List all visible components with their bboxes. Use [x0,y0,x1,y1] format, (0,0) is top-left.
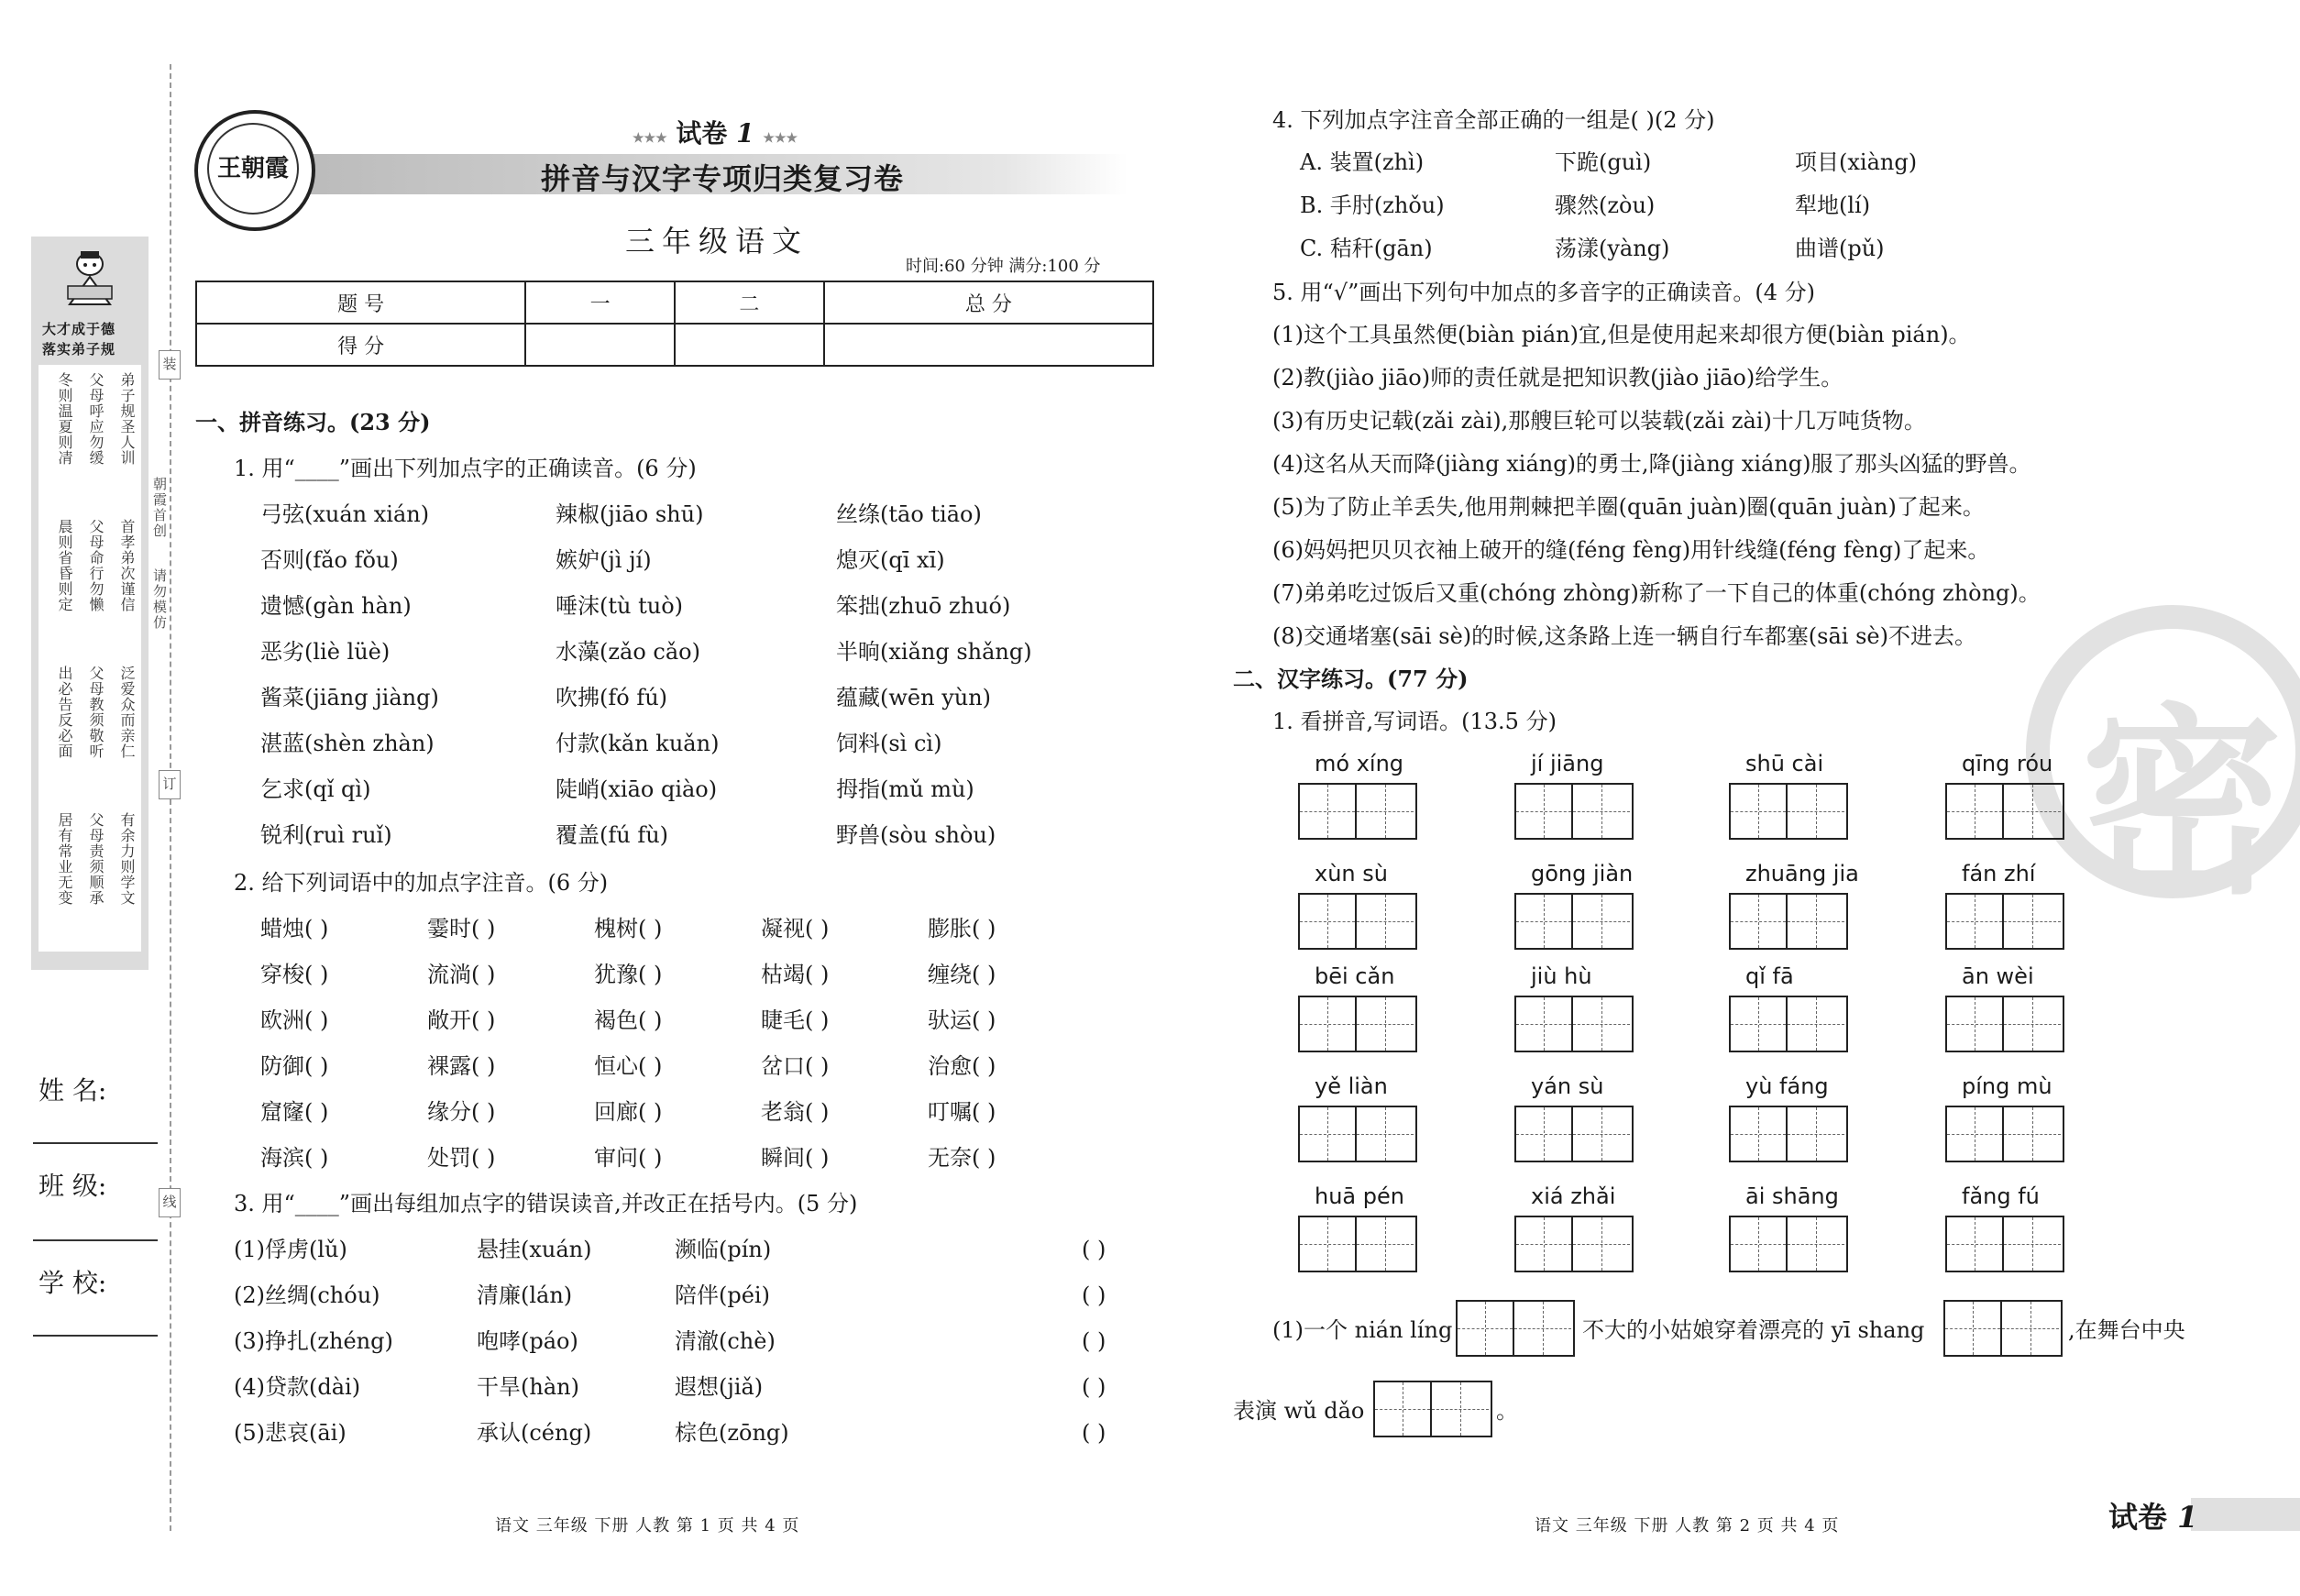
q2-item[interactable]: 褐色( ) [594,1007,663,1033]
mascot-icon [64,249,116,310]
score-table-row [196,281,1153,324]
writing-cell[interactable] [1731,1107,1788,1161]
q3-item[interactable]: 清澈(chè) [675,1328,776,1354]
writing-box[interactable] [1729,1106,1848,1162]
section-2-title: 二、汉字练习。(77 分) [1233,666,1469,692]
star-icon: ★★★ [763,131,798,146]
score-header-cell: 一 [525,281,675,324]
writing-box[interactable] [1298,893,1417,950]
score-table-row [196,324,1153,366]
pinyin-label: yù fáng [1745,1073,1829,1099]
q1-item[interactable]: 拇指(mǔ mù) [836,776,974,802]
q1-item[interactable]: 蕴藏(wēn yùn) [836,685,992,710]
rules-column: 冬则温夏则凊 [56,372,73,466]
q1-item[interactable]: 酱菜(jiāng jiàng) [260,685,439,710]
rules-column: 泛爱众而亲仁 [118,666,136,759]
writing-cell[interactable] [1357,1107,1414,1161]
rules-column: 出必告反必面 [56,666,73,759]
cut-tag-2: 订 [159,770,181,799]
q5-item[interactable]: (3)有历史记载(zǎi zài),那艘巨轮可以装载(zǎi zài)十几万吨货物。 [1272,408,1926,434]
q3-answer-blank[interactable]: ( ) [1082,1237,1106,1262]
writing-cell[interactable] [1731,1217,1788,1271]
q5-item[interactable]: (7)弟弟吃过饭后又重(chóng zhòng)新称了一下自己的体重(chóng zhòng)。 [1272,580,2041,606]
q2-title: 2. 给下列词语中的加点字注音。(6 分) [234,870,609,896]
q2-item[interactable]: 缠绕( ) [928,962,996,987]
writing-box[interactable] [1729,783,1848,840]
writing-cell[interactable] [2004,1107,2061,1161]
pinyin-label: āi shāng [1745,1183,1839,1209]
sentence-part-3: ,在舞台中央 [2068,1317,2185,1343]
writing-cell[interactable] [1731,895,1788,948]
q3-item[interactable]: 干旱(hàn) [477,1374,579,1400]
q2-item[interactable]: 流淌( ) [427,962,496,987]
q1-item[interactable]: 否则(fǎo fǒu) [260,547,399,573]
pinyin-label: qīng róu [1962,751,2053,776]
q2-item[interactable]: 窟窿( ) [260,1099,329,1125]
writing-cell[interactable] [1573,1107,1630,1161]
q1-item[interactable]: 遗憾(gàn hàn) [260,593,412,619]
q1-item[interactable]: 乞求(qǐ qì) [260,776,371,802]
q1-item[interactable]: 辣椒(jiāo shū) [556,501,704,527]
q2-item[interactable]: 凝视( ) [761,916,830,941]
q2-item[interactable]: 缘分( ) [427,1099,496,1125]
score-input-cell[interactable] [675,324,824,366]
rules-column: 父母教须敬听 [87,666,105,759]
q3-title: 3. 用“____”画出每组加点字的错误读音,并改正在括号内。(5 分) [234,1191,858,1216]
watermark-seal-glyph: 密 [2081,684,2283,921]
writing-cell[interactable] [1357,895,1414,948]
q3-item[interactable]: (5)悲哀(āi) [234,1420,347,1446]
section-1-title: 一、拼音练习。(23 分) [195,409,431,435]
rules-column: 父母呼应勿缓 [87,372,105,466]
q2-item[interactable]: 岔口( ) [761,1053,830,1079]
corner-paper-number: 1 [2177,1500,2198,1535]
writing-cell[interactable] [2004,997,2061,1051]
paper-tag-number: 1 [736,118,754,149]
rules-column: 有余力则学文 [118,812,136,906]
q2-item[interactable]: 无奈( ) [928,1145,996,1171]
score-header-cell: 二 [675,281,824,324]
writing-cell[interactable] [1788,785,1844,838]
score-table [195,281,1154,367]
q2-item[interactable]: 裸露( ) [427,1053,496,1079]
writing-box[interactable] [1298,1216,1417,1272]
q3-item[interactable]: 清廉(lán) [477,1282,573,1308]
q4-option[interactable]: A. 装置(zhì) [1300,149,1425,175]
q4-option[interactable]: B. 手肘(zhǒu) [1300,193,1445,218]
q5-item[interactable]: (8)交通堵塞(sāi sè)的时候,这条路上连一辆自行车都塞(sāi sè)不进去。 [1272,623,1976,649]
score-header-cell: 题 号 [196,281,525,324]
class-field[interactable] [33,1239,158,1241]
q4-option[interactable]: 项目(xiàng) [1795,149,1918,175]
writing-box[interactable] [1298,1106,1417,1162]
q1-item[interactable]: 覆盖(fú fù) [556,822,669,848]
q1-item[interactable]: 熄灭(qī xī) [836,547,945,573]
writing-cell[interactable] [2004,785,2061,838]
sentence-text: (1)一个 nián líng [1272,1317,1453,1343]
pinyin-label: xùn sù [1315,861,1388,886]
q1-item[interactable]: 付款(kǎn kuǎn) [556,731,720,756]
class-label: 班 级: [39,1171,107,1201]
pinyin-label: zhuāng jia [1745,861,1859,886]
q1-item[interactable]: 丝绦(tāo tiāo) [836,501,982,527]
writing-box[interactable] [1945,783,2064,840]
rules-column: 首孝弟次谨信 [118,519,136,612]
writing-box[interactable] [1945,996,2064,1052]
q2-item[interactable]: 老翁( ) [761,1099,830,1125]
binding-strip [0,0,183,1596]
writing-cell[interactable] [1300,895,1357,948]
writing-cell[interactable] [1947,1217,2004,1271]
writing-box[interactable] [1514,1106,1634,1162]
writing-cell[interactable] [1300,785,1357,838]
q2-item[interactable]: 恒心( ) [594,1053,663,1079]
sentence-part-5: 。 [1496,1398,1518,1424]
star-icon: ★★★ [633,131,667,146]
q2-item[interactable]: 犹豫( ) [594,962,663,987]
sentence-part-4: 表演 wǔ dǎo [1233,1398,1365,1424]
q1-item[interactable]: 锐利(ruì ruǐ) [260,822,392,848]
writing-box[interactable] [1514,996,1634,1052]
writing-cell[interactable] [1788,1107,1844,1161]
paper-tag [633,114,798,150]
q3-item[interactable]: (1)俘虏(lǔ) [234,1237,347,1262]
writing-box[interactable] [1514,1216,1634,1272]
q4-option[interactable]: 下跪(guì) [1555,149,1652,175]
writing-cell[interactable] [1573,1217,1630,1271]
corner-paper-label: 试卷 [2108,1500,2168,1535]
writing-box[interactable] [1945,1216,2064,1272]
writing-box[interactable] [1298,996,1417,1052]
q1-item[interactable]: 陡峭(xiāo qiào) [556,776,718,802]
sentence-part-2: 不大的小姑娘穿着漂亮的 yī shang [1582,1317,1925,1343]
writing-cell[interactable] [1731,997,1788,1051]
writing-box[interactable] [1729,996,1848,1052]
writing-cell[interactable] [1947,895,2004,948]
pinyin-label: qǐ fā [1745,963,1794,989]
writing-box[interactable] [1945,893,2064,950]
pinyin-label: yán sù [1531,1073,1604,1099]
time-info: 时间:60 分钟 满分:100 分 [906,257,1101,276]
score-header-cell: 总 分 [824,281,1153,324]
writing-cell[interactable] [1573,895,1630,948]
rules-column: 居有常业无变 [56,812,73,906]
q1-item[interactable]: 半晌(xiǎng shǎng) [836,639,1032,665]
writing-cell[interactable] [1788,1217,1844,1271]
q5-item[interactable]: (2)教(jiào jiāo)师的责任就是把知识教(jiào jiāo)给学生。 [1272,365,1843,391]
writing-cell[interactable] [1947,1107,2004,1161]
q3-answer-blank[interactable]: ( ) [1082,1328,1106,1354]
writing-cell[interactable] [1573,785,1630,838]
q3-item[interactable]: 遐想(jiǎ) [675,1374,764,1400]
writing-box[interactable] [1729,893,1848,950]
motto-line-2: 落实弟子规 [42,341,116,358]
pinyin-label: jiù hù [1531,963,1592,989]
writing-box[interactable] [1456,1300,1575,1357]
rules-panel [31,237,149,970]
q1-item[interactable]: 嫉妒(jì jí) [556,547,652,573]
writing-cell[interactable] [1731,785,1788,838]
q3-item[interactable]: (2)丝绸(chóu) [234,1282,380,1308]
pinyin-label: shū cài [1745,751,1824,776]
school-field[interactable] [33,1335,158,1337]
score-input-cell[interactable] [525,324,675,366]
rules-column: 弟子规圣人训 [118,372,136,466]
q1-item[interactable]: 唾沫(tù tuò) [556,593,684,619]
pinyin-label: xiá zhǎi [1531,1183,1616,1209]
page-title: 拼音与汉字专项归类复习卷 [541,161,905,196]
cut-tag-1: 装 [159,350,181,380]
score-label-cell: 得 分 [196,324,525,366]
writing-cell[interactable] [1357,997,1414,1051]
pinyin-label: mó xíng [1315,751,1404,776]
q2-item[interactable]: 睫毛( ) [761,1007,830,1033]
q2-item[interactable]: 治愈( ) [928,1053,996,1079]
writing-cell[interactable] [2004,895,2061,948]
q3-item[interactable]: (3)挣扎(zhéng) [234,1328,393,1354]
q4-option[interactable]: 荡漾(yàng) [1555,236,1670,261]
q3-item[interactable]: 承认(céng) [477,1420,592,1446]
corner-paper-tag [2108,1494,2197,1536]
q1-title: 1. 用“____”画出下列加点字的正确读音。(6 分) [234,456,697,481]
q1-item[interactable]: 饲料(sì cì) [836,731,942,756]
writing-cell[interactable] [2004,1217,2061,1271]
q2-item[interactable]: 防御( ) [260,1053,329,1079]
corner-bar [2191,1498,2300,1531]
pinyin-label: bēi cǎn [1315,963,1395,989]
pinyin-label: yě liàn [1315,1073,1388,1099]
name-field[interactable] [33,1142,158,1144]
writing-cell[interactable] [1300,997,1357,1051]
q5-item[interactable]: (1)这个工具虽然便(biàn pián)宜,但是使用起来却很方便(biàn pián)。 [1272,322,1971,347]
q2-item[interactable]: 槐树( ) [594,916,663,941]
writing-cell[interactable] [1300,1217,1357,1271]
q3-item[interactable]: 濒临(pín) [675,1237,772,1262]
rules-column: 父母责须顺承 [87,812,105,906]
score-input-cell[interactable] [824,324,1153,366]
writing-box[interactable] [1298,783,1417,840]
q3-item[interactable]: 陪伴(péi) [675,1282,770,1308]
brand-logo [194,110,315,231]
brand-logo-text: 王朝霞 [207,123,299,215]
q5-item[interactable]: (6)妈妈把贝贝衣袖上破开的缝(féng fèng)用针线缝(féng fèng)了起来。 [1272,537,1990,563]
writing-box[interactable] [1373,1381,1492,1437]
q2-item[interactable]: 瞬间( ) [761,1145,830,1171]
grade-subject: 三年级语文 [625,224,809,259]
writing-cell[interactable] [1516,1107,1573,1161]
writing-cell[interactable] [1788,997,1844,1051]
q3-answer-blank[interactable]: ( ) [1082,1374,1106,1400]
writing-cell[interactable] [1947,997,2004,1051]
right-footer: 语文 三年级 下册 人教 第 2 页 共 4 页 [1535,1516,1840,1535]
writing-cell[interactable] [1300,1107,1357,1161]
q3-answer-blank[interactable]: ( ) [1082,1420,1106,1446]
q2-item[interactable]: 回廊( ) [594,1099,663,1125]
rules-text-area [39,365,141,952]
writing-cell[interactable] [1947,785,2004,838]
vertical-note-2: 请勿模仿 [151,568,168,631]
q2-item[interactable]: 敞开( ) [427,1007,496,1033]
pinyin-label: fán zhí [1962,861,2036,886]
q2-item[interactable]: 霎时( ) [427,916,496,941]
q2-item[interactable]: 审问( ) [594,1145,663,1171]
q2-item[interactable]: 穿梭( ) [260,962,329,987]
q5-item[interactable]: (5)为了防止羊丢失,他用荆棘把羊圈(quān juàn)圈(quān juàn)了起来。 [1272,494,1985,520]
q2-item[interactable]: 处罚( ) [427,1145,496,1171]
q4-option[interactable]: 骤然(zòu) [1555,193,1656,218]
cut-tag-3: 线 [159,1188,181,1217]
q1-item[interactable]: 水藻(zǎo cǎo) [556,639,700,665]
q3-answer-blank[interactable]: ( ) [1082,1282,1106,1308]
q3-item[interactable]: 棕色(zōng) [675,1420,789,1446]
pinyin-label: gōng jiàn [1531,861,1634,886]
q4-option[interactable]: 曲谱(pǔ) [1795,236,1885,261]
writing-cell[interactable] [1516,997,1573,1051]
q4-option[interactable]: 犁地(lí) [1795,193,1871,218]
q1-item[interactable]: 野兽(sòu shòu) [836,822,996,848]
writing-cell[interactable] [1573,997,1630,1051]
writing-cell[interactable] [1516,1217,1573,1271]
q5-item[interactable]: (4)这名从天而降(jiàng xiáng)的勇士,降(jiàng xiáng)服了那头凶猛的野兽。 [1272,451,2031,477]
writing-cell[interactable] [1357,1217,1414,1271]
q2-item[interactable]: 驮运( ) [928,1007,996,1033]
motto-line-1: 大才成于德 [42,321,116,337]
writing-box[interactable] [1943,1300,2063,1357]
q2-item[interactable]: 海滨( ) [260,1145,329,1171]
vertical-note-1: 朝霞首创 [151,477,168,539]
q2-item[interactable]: 蜡烛( ) [260,916,329,941]
q1-item[interactable]: 吹拂(fó fú) [556,685,668,710]
name-label: 姓 名: [39,1075,107,1106]
writing-cell[interactable] [1788,895,1844,948]
q1-item[interactable]: 弓弦(xuán xián) [260,501,430,527]
q3-item[interactable]: 悬挂(xuán) [477,1237,592,1262]
writing-cell[interactable] [1516,785,1573,838]
writing-box[interactable] [1514,783,1634,840]
pinyin-label: píng mù [1962,1073,2052,1099]
writing-box[interactable] [1729,1216,1848,1272]
pinyin-label: ān wèi [1962,963,2034,989]
pinyin-label: fǎng fú [1962,1183,2040,1209]
q1-item[interactable]: 笨拙(zhuō zhuó) [836,593,1011,619]
pinyin-label: huā pén [1315,1183,1404,1209]
writing-cell[interactable] [1516,895,1573,948]
left-footer: 语文 三年级 下册 人教 第 1 页 共 4 页 [495,1516,800,1535]
sentence-part-1 [1272,1316,1452,1344]
rules-column: 晨则省昏则定 [56,519,73,612]
writing-box[interactable] [1945,1106,2064,1162]
q1-item[interactable]: 湛蓝(shèn zhàn) [260,731,435,756]
q5-title: 5. 用“√”画出下列句中加点的多音字的正确读音。(4 分) [1272,280,1815,305]
paper-tag-label: 试卷 [676,118,728,149]
q2-item[interactable]: 枯竭( ) [761,962,830,987]
q3-item[interactable]: 咆哮(páo) [477,1328,578,1354]
q1-item[interactable]: 恶劣(liè lüè) [260,639,391,665]
school-label: 学 校: [39,1268,107,1298]
q4-option[interactable]: C. 秸秆(gān) [1300,236,1433,261]
q2-item[interactable]: 叮嘱( ) [928,1099,996,1125]
q4-title: 4. 下列加点字注音全部正确的一组是( )(2 分) [1272,107,1715,133]
q6-title: 1. 看拼音,写词语。(13.5 分) [1272,709,1557,734]
q2-item[interactable]: 膨胀( ) [928,916,996,941]
q2-item[interactable]: 欧洲( ) [260,1007,329,1033]
pinyin-label: jí jiāng [1531,751,1604,776]
rules-column: 父母命行勿懒 [87,519,105,612]
writing-box[interactable] [1514,893,1634,950]
writing-cell[interactable] [1357,785,1414,838]
q3-item[interactable]: (4)贷款(dài) [234,1374,361,1400]
